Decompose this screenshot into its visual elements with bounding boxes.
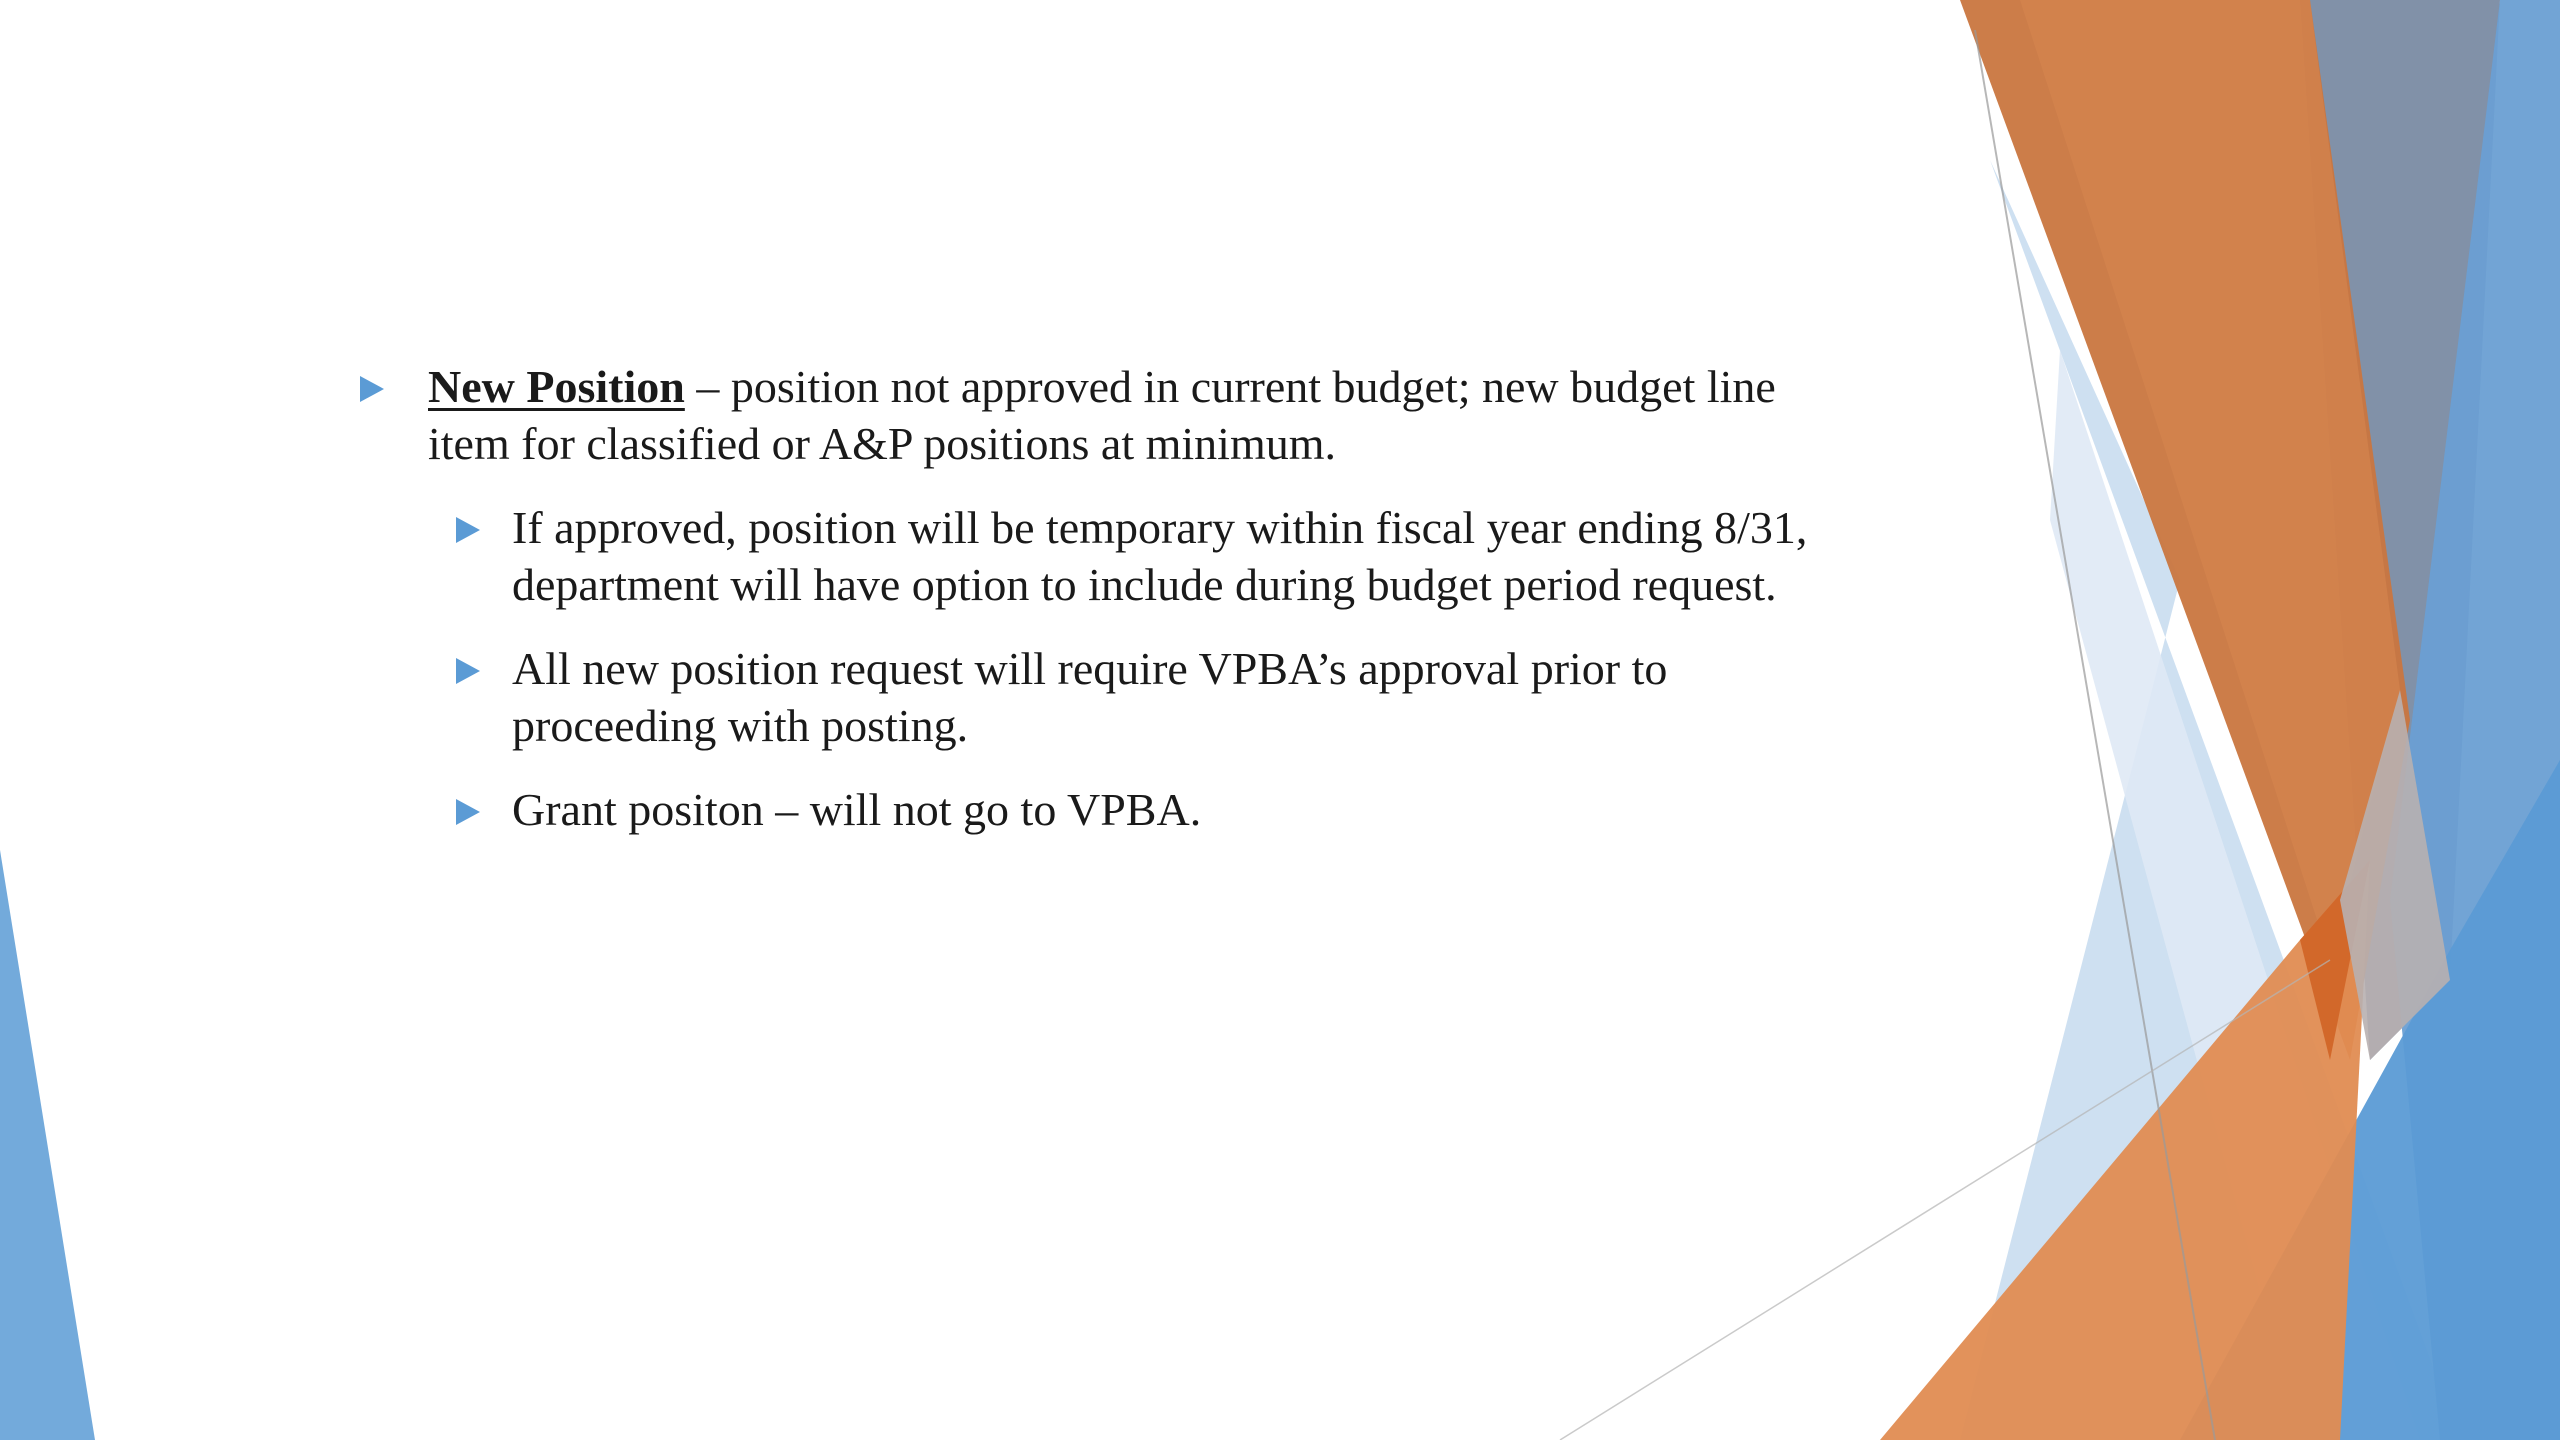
sub-bullet-grant xyxy=(352,781,1822,838)
sub-bullet-vpba xyxy=(352,640,1822,754)
left-blue-shape xyxy=(0,850,95,1440)
bullet-term: New Position xyxy=(428,361,685,412)
sub-bullet-text: If approved, position will be temporary within fiscal year ending 8/31, department will have option to include during budget period request. xyxy=(512,502,1808,610)
sub-bullet-text: All new position request will require VPBA’s approval prior to proceeding with posting. xyxy=(512,643,1668,751)
bullet-text: – position not approved in current budget; new budget line item for classified or A&P positions at minimum. xyxy=(428,361,1776,469)
sub-bullet-text: Grant positon – will not go to VPBA. xyxy=(512,784,1202,835)
triangle-right-icon xyxy=(456,517,480,543)
sub-bullet-approval xyxy=(352,499,1822,613)
triangle-right-icon xyxy=(456,799,480,825)
slide-body xyxy=(352,358,1822,838)
triangle-right-icon xyxy=(456,658,480,684)
triangle-right-icon xyxy=(360,376,384,402)
bullet-new-position xyxy=(352,358,1822,472)
